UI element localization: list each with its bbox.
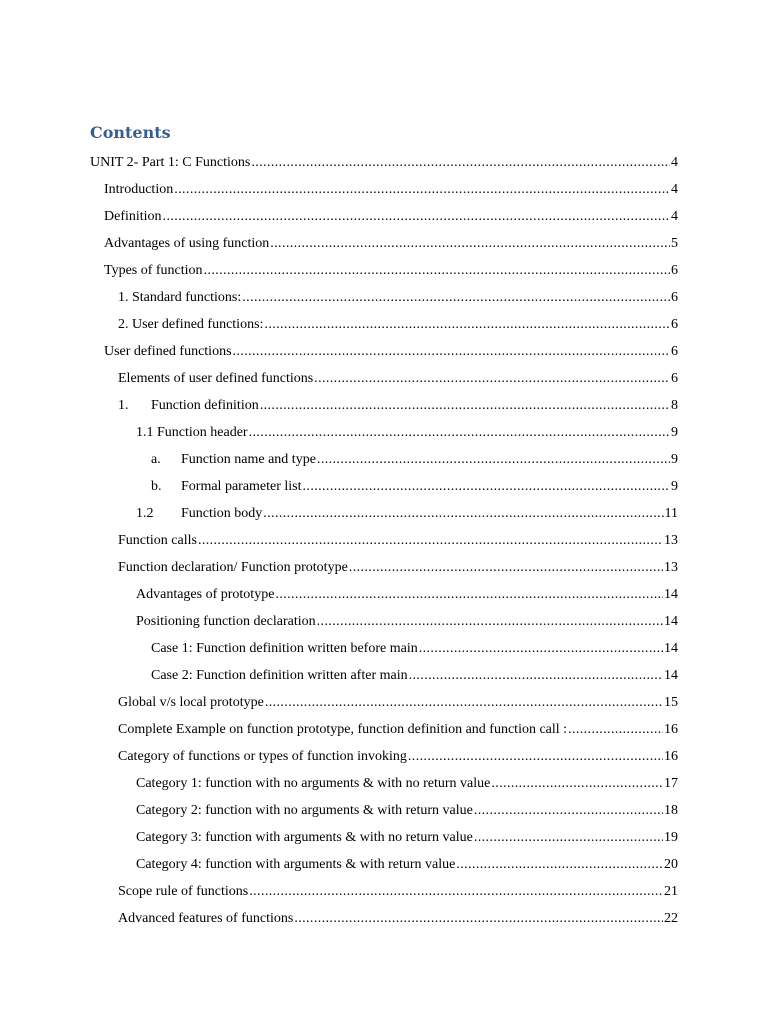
toc-entry[interactable] <box>0 147 768 174</box>
toc-entry-number: 1. <box>118 398 129 413</box>
toc-dot-leader <box>474 827 663 849</box>
toc-entry[interactable] <box>0 687 768 714</box>
toc-entry-page-number: 6 <box>671 317 678 332</box>
toc-entry-page-number: 9 <box>671 479 678 494</box>
toc-entry-number: a. <box>151 452 161 467</box>
toc-entry-page-number: 4 <box>671 182 678 197</box>
toc-entry-title: Category 4: function with arguments & with return value <box>136 857 456 872</box>
toc-entry-page-number: 6 <box>671 263 678 278</box>
toc-entry-title: Case 2: Function definition written after main <box>151 668 408 683</box>
toc-entry-title: Advantages of prototype <box>136 587 275 602</box>
toc-entry[interactable] <box>0 849 768 876</box>
toc-dot-leader <box>419 638 663 660</box>
toc-entry-page-number: 19 <box>664 830 678 845</box>
toc-dot-leader <box>204 260 670 282</box>
toc-dot-leader <box>317 611 663 633</box>
toc-heading: Contents <box>90 123 171 142</box>
toc-dot-leader <box>491 773 663 795</box>
toc-entry-number: b. <box>151 479 162 494</box>
toc-entry-title: Scope rule of functions <box>118 884 249 899</box>
toc-entry-number: 1.2 <box>136 506 154 521</box>
toc-entry-page-number: 5 <box>671 236 678 251</box>
toc-entry-page-number: 16 <box>664 722 678 737</box>
toc-entry[interactable] <box>0 741 768 768</box>
toc-entry-page-number: 22 <box>664 911 678 926</box>
toc-entry-page-number: 6 <box>671 371 678 386</box>
toc-entry-page-number: 14 <box>664 587 678 602</box>
toc-entry-title: Case 1: Function definition written before main <box>151 641 418 656</box>
toc-entry[interactable] <box>0 282 768 309</box>
toc-entry-page-number: 14 <box>664 641 678 656</box>
toc-entry-title: Function name and type <box>181 452 316 467</box>
toc-entry[interactable] <box>0 471 768 498</box>
toc-dot-leader <box>265 692 663 714</box>
toc-entry-page-number: 21 <box>664 884 678 899</box>
toc-entry-page-number: 13 <box>664 533 678 548</box>
toc-list <box>0 147 768 930</box>
toc-entry-title: Category 3: function with arguments & with no return value <box>136 830 473 845</box>
toc-entry-title: Elements of user defined functions <box>118 371 314 386</box>
toc-entry-title: Category 1: function with no arguments & with no return value <box>136 776 491 791</box>
toc-dot-leader <box>249 881 663 903</box>
toc-dot-leader <box>303 476 670 498</box>
toc-entry-title: Function declaration/ Function prototype <box>118 560 348 575</box>
toc-entry[interactable] <box>0 255 768 282</box>
toc-entry-page-number: 11 <box>664 506 678 521</box>
toc-entry[interactable] <box>0 309 768 336</box>
toc-dot-leader <box>260 395 670 417</box>
toc-entry[interactable] <box>0 552 768 579</box>
toc-entry-page-number: 4 <box>671 155 678 170</box>
toc-entry[interactable] <box>0 876 768 903</box>
toc-entry-title: 1.1 Function header <box>136 425 248 440</box>
toc-entry-title: Formal parameter list <box>181 479 302 494</box>
toc-entry[interactable] <box>0 417 768 444</box>
toc-entry-title: Global v/s local prototype <box>118 695 264 710</box>
toc-entry[interactable] <box>0 525 768 552</box>
toc-dot-leader <box>263 503 663 525</box>
toc-entry-page-number: 8 <box>671 398 678 413</box>
toc-entry-page-number: 13 <box>664 560 678 575</box>
toc-dot-leader <box>456 854 663 876</box>
toc-dot-leader <box>198 530 663 552</box>
toc-entry-title: Types of function <box>104 263 203 278</box>
toc-entry[interactable] <box>0 201 768 228</box>
toc-entry[interactable] <box>0 660 768 687</box>
toc-entry-page-number: 9 <box>671 425 678 440</box>
toc-entry[interactable] <box>0 822 768 849</box>
toc-entry[interactable] <box>0 174 768 201</box>
toc-entry-page-number: 4 <box>671 209 678 224</box>
toc-dot-leader <box>408 746 663 768</box>
toc-entry-title: Category of functions or types of function invoking <box>118 749 407 764</box>
toc-entry-title: Advanced features of functions <box>118 911 294 926</box>
toc-dot-leader <box>314 368 670 390</box>
toc-entry[interactable] <box>0 336 768 363</box>
toc-entry-page-number: 17 <box>664 776 678 791</box>
toc-entry-title: Function body <box>181 506 263 521</box>
toc-entry-title: Positioning function declaration <box>136 614 316 629</box>
toc-entry[interactable] <box>0 795 768 822</box>
toc-entry-title: Function calls <box>118 533 197 548</box>
toc-entry-title: Definition <box>104 209 162 224</box>
toc-entry-page-number: 15 <box>664 695 678 710</box>
toc-dot-leader <box>270 233 670 255</box>
toc-dot-leader <box>233 341 670 363</box>
toc-entry-title: User defined functions <box>104 344 232 359</box>
toc-entry-page-number: 14 <box>664 614 678 629</box>
toc-entry[interactable] <box>0 606 768 633</box>
toc-dot-leader <box>317 449 670 471</box>
toc-entry[interactable] <box>0 579 768 606</box>
toc-dot-leader <box>249 422 670 444</box>
toc-entry-page-number: 6 <box>671 290 678 305</box>
toc-dot-leader <box>174 179 670 201</box>
toc-entry[interactable] <box>0 363 768 390</box>
toc-dot-leader <box>251 152 670 174</box>
toc-entry-title: Advantages of using function <box>104 236 270 251</box>
toc-dot-leader <box>275 584 663 606</box>
toc-dot-leader <box>163 206 670 228</box>
toc-entry-title: 1. Standard functions: <box>118 290 242 305</box>
toc-entry-page-number: 16 <box>664 749 678 764</box>
toc-dot-leader <box>568 719 663 741</box>
toc-dot-leader <box>264 314 670 336</box>
toc-dot-leader <box>409 665 663 687</box>
toc-entry-title: UNIT 2- Part 1: C Functions <box>90 155 251 170</box>
toc-entry-title: Category 2: function with no arguments & with return value <box>136 803 473 818</box>
toc-entry[interactable] <box>0 228 768 255</box>
toc-entry-page-number: 20 <box>664 857 678 872</box>
toc-entry-page-number: 9 <box>671 452 678 467</box>
toc-entry[interactable] <box>0 714 768 741</box>
toc-entry[interactable] <box>0 903 768 930</box>
toc-dot-leader <box>349 557 663 579</box>
toc-entry-title: Function definition <box>151 398 259 413</box>
toc-entry-title: Complete Example on function prototype, function definition and function call : <box>118 722 568 737</box>
toc-entry[interactable] <box>0 633 768 660</box>
toc-dot-leader <box>474 800 663 822</box>
toc-entry-title: Introduction <box>104 182 174 197</box>
toc-entry[interactable] <box>0 444 768 471</box>
toc-entry-page-number: 18 <box>664 803 678 818</box>
toc-entry-page-number: 14 <box>664 668 678 683</box>
toc-entry[interactable] <box>0 498 768 525</box>
toc-dot-leader <box>242 287 670 309</box>
toc-entry-title: 2. User defined functions: <box>118 317 264 332</box>
toc-entry[interactable] <box>0 390 768 417</box>
toc-entry[interactable] <box>0 768 768 795</box>
toc-dot-leader <box>294 908 663 930</box>
toc-entry-page-number: 6 <box>671 344 678 359</box>
